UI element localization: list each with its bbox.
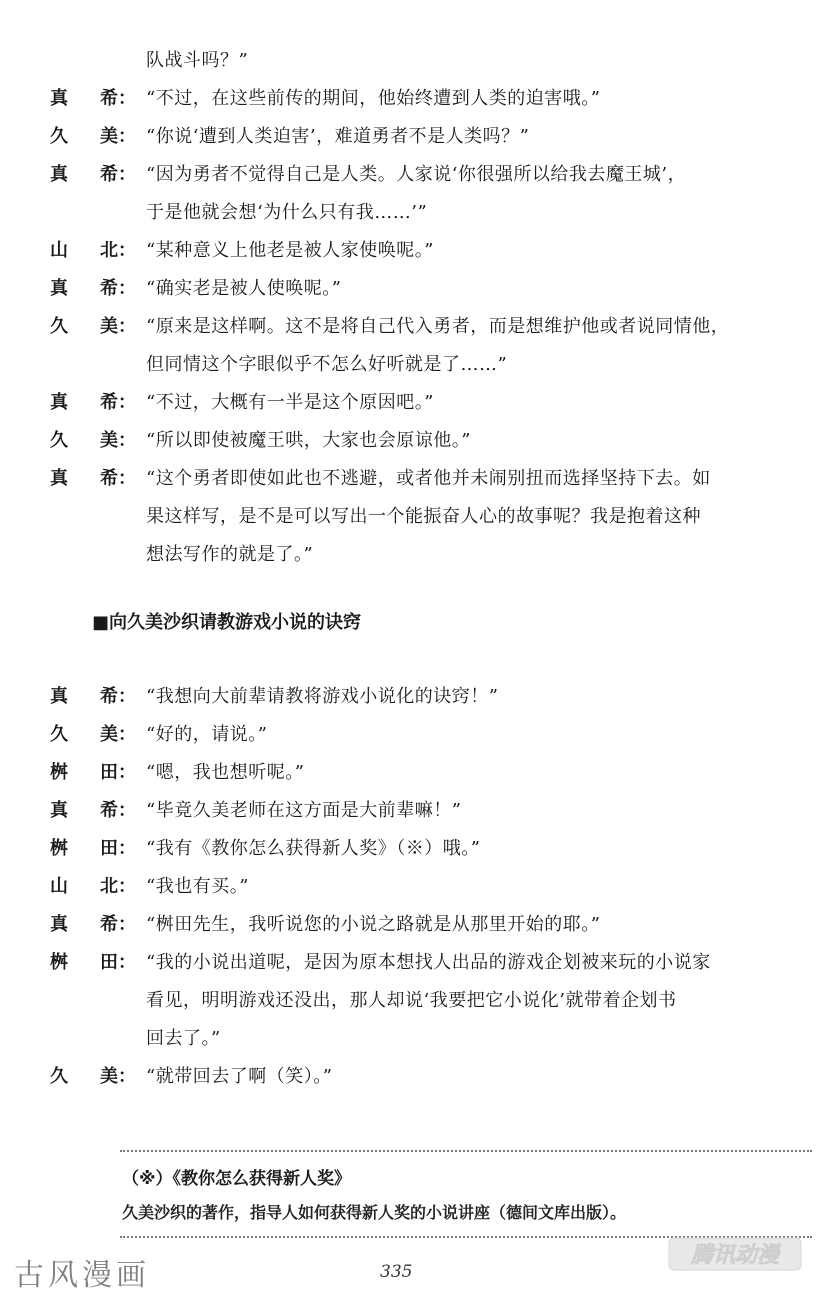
- speaker-char-1: 真: [50, 468, 68, 489]
- speaker-char-2: 希：: [100, 88, 136, 109]
- speaker-name: [50, 906, 136, 944]
- speaker-name: [50, 754, 136, 792]
- speaker-char-2: 希：: [100, 468, 136, 489]
- speaker-char-2: 希：: [100, 686, 136, 707]
- dialogue-line: 回去了。”: [146, 1028, 221, 1049]
- speaker-char-2: 美：: [100, 430, 136, 451]
- speaker-name: [50, 270, 136, 308]
- speaker-char-1: 桝: [50, 762, 68, 783]
- section-heading: [92, 608, 361, 638]
- dialogue-line: 看见，明明游戏还没出，那人却说‘我要把它小说化’就带着企划书: [146, 990, 677, 1011]
- speaker-char-1: 真: [50, 392, 68, 413]
- page-number: 335: [380, 1262, 413, 1282]
- footnote-divider-top: [120, 1150, 812, 1152]
- dialogue-text: [146, 460, 776, 574]
- speaker-name: [50, 80, 136, 118]
- speaker-char-2: 希：: [100, 800, 136, 821]
- dialogue-line: “我的小说出道呢，是因为原本想找人出品的游戏企划被来玩的小说家: [146, 952, 711, 973]
- dialogue-text: [146, 1058, 776, 1096]
- dialogue-line: “我想向大前辈请教将游戏小说化的诀窍！”: [146, 686, 499, 707]
- dialogue-text: [146, 830, 776, 868]
- dialogue-line: “因为勇者不觉得自己是人类。人家说‘你很强所以给我去魔王城’，: [146, 164, 687, 185]
- dialogue-line: “不过，在这些前传的期间，他始终遭到人类的迫害哦。”: [146, 88, 601, 109]
- dialogue-text: [146, 422, 776, 460]
- speaker-char-2: 田：: [100, 838, 136, 859]
- speaker-char-1: 山: [50, 240, 68, 261]
- speaker-name: [50, 460, 136, 498]
- speaker-name: [50, 944, 136, 982]
- section-heading-text: ■向久美沙织请教游戏小说的诀窍: [92, 612, 362, 633]
- dialogue-line: “你说‘遭到人类迫害’，难道勇者不是人类吗？”: [146, 126, 530, 147]
- dialogue-text: [146, 270, 776, 308]
- speaker-char-1: 久: [50, 316, 68, 337]
- speaker-name: [50, 830, 136, 868]
- speaker-char-2: 北：: [100, 240, 136, 261]
- dialogue-text: [146, 906, 776, 944]
- speaker-name: [50, 716, 136, 754]
- dialogue-line: “嗯，我也想听呢。”: [146, 762, 305, 783]
- dialogue-line: “这个勇者即使如此也不逃避，或者他并未闹别扭而选择坚持下去。如: [146, 468, 711, 489]
- footnote-body: 久美沙织的著作，指导人如何获得新人奖的小说讲座（德间文库出版）。: [122, 1203, 627, 1222]
- dialogue-line: “我有《教你怎么获得新人奖》（※）哦。”: [146, 838, 481, 859]
- dialogue-text: [146, 80, 776, 118]
- dialogue-line: 果这样写，是不是可以写出一个能振奋人心的故事呢？我是抱着这种: [146, 506, 701, 527]
- speaker-char-1: 山: [50, 876, 68, 897]
- speaker-char-2: 田：: [100, 762, 136, 783]
- dialogue-text: [146, 308, 776, 384]
- speaker-char-1: 久: [50, 1066, 68, 1087]
- dialogue-line: “所以即使被魔王哄，大家也会原谅他。”: [146, 430, 471, 451]
- dialogue-line: 想法写作的就是了。”: [146, 544, 314, 565]
- dialogue-line: 于是他就会想‘为什么只有我……’”: [146, 202, 428, 223]
- speaker-char-1: 真: [50, 88, 68, 109]
- dialogue-line: “就带回去了啊（笑）。”: [146, 1066, 333, 1087]
- speaker-char-1: 桝: [50, 952, 68, 973]
- dialogue-line: “桝田先生，我听说您的小说之路就是从那里开始的耶。”: [146, 914, 601, 935]
- dialogue-text: [146, 792, 776, 830]
- speaker-char-2: 希：: [100, 164, 136, 185]
- footnote-title: （※）《教你怎么获得新人奖》: [122, 1169, 352, 1189]
- speaker-name: [50, 678, 136, 716]
- speaker-char-2: 田：: [100, 952, 136, 973]
- dialogue-line: “不过，大概有一半是这个原因吧。”: [146, 392, 434, 413]
- speaker-name: [50, 118, 136, 156]
- dialogue-text: [146, 716, 776, 754]
- tencent-comic-logo: [668, 1236, 802, 1272]
- watermark-left: 古风漫画: [14, 1258, 150, 1293]
- dialogue-line: “毕竟久美老师在这方面是大前辈嘛！”: [146, 800, 462, 821]
- dialogue-line: 但同情这个字眼似乎不怎么好听就是了……”: [146, 354, 508, 375]
- dialogue-text: [146, 868, 776, 906]
- speaker-name: [50, 232, 136, 270]
- watermark-right-text: 腾讯动漫: [690, 1243, 780, 1268]
- speaker-char-1: 真: [50, 800, 68, 821]
- dialogue-text: [146, 118, 776, 156]
- dialogue-text: [146, 156, 776, 232]
- speaker-char-2: 美：: [100, 316, 136, 337]
- watermark-right-logo: [668, 1236, 802, 1272]
- speaker-char-1: 久: [50, 430, 68, 451]
- dialogue-text: [146, 678, 776, 716]
- speaker-name: [50, 868, 136, 906]
- dialogue-text: [146, 42, 776, 80]
- dialogue-line: 队战斗吗？”: [146, 50, 249, 71]
- speaker-char-1: 桝: [50, 838, 68, 859]
- speaker-char-1: 真: [50, 686, 68, 707]
- speaker-char-1: 久: [50, 724, 68, 745]
- dialogue-line: “原来是这样啊。这不是将自己代入勇者，而是想维护他或者说同情他，: [146, 316, 730, 337]
- speaker-char-2: 美：: [100, 126, 136, 147]
- speaker-name: [50, 422, 136, 460]
- speaker-name: [50, 1058, 136, 1096]
- speaker-name: [50, 42, 100, 80]
- speaker-char-2: 美：: [100, 724, 136, 745]
- speaker-char-1: 久: [50, 126, 68, 147]
- dialogue-line: “好的，请说。”: [146, 724, 268, 745]
- speaker-char-2: 希：: [100, 278, 136, 299]
- dialogue-line: “我也有买。”: [146, 876, 249, 897]
- speaker-name: [50, 156, 136, 194]
- speaker-char-2: 希：: [100, 914, 136, 935]
- speaker-name: [50, 308, 136, 346]
- speaker-name: [50, 792, 136, 830]
- dialogue-text: [146, 944, 776, 1058]
- dialogue-line: “某种意义上他老是被人家使唤呢。”: [146, 240, 434, 261]
- speaker-char-2: 希：: [100, 392, 136, 413]
- speaker-char-2: 美：: [100, 1066, 136, 1087]
- speaker-name: [50, 384, 136, 422]
- dialogue-text: [146, 754, 776, 792]
- speaker-char-2: 北：: [100, 876, 136, 897]
- speaker-char-1: 真: [50, 278, 68, 299]
- dialogue-text: [146, 384, 776, 422]
- dialogue-text: [146, 232, 776, 270]
- speaker-char-1: 真: [50, 914, 68, 935]
- dialogue-line: “确实老是被人使唤呢。”: [146, 278, 342, 299]
- speaker-char-1: 真: [50, 164, 68, 185]
